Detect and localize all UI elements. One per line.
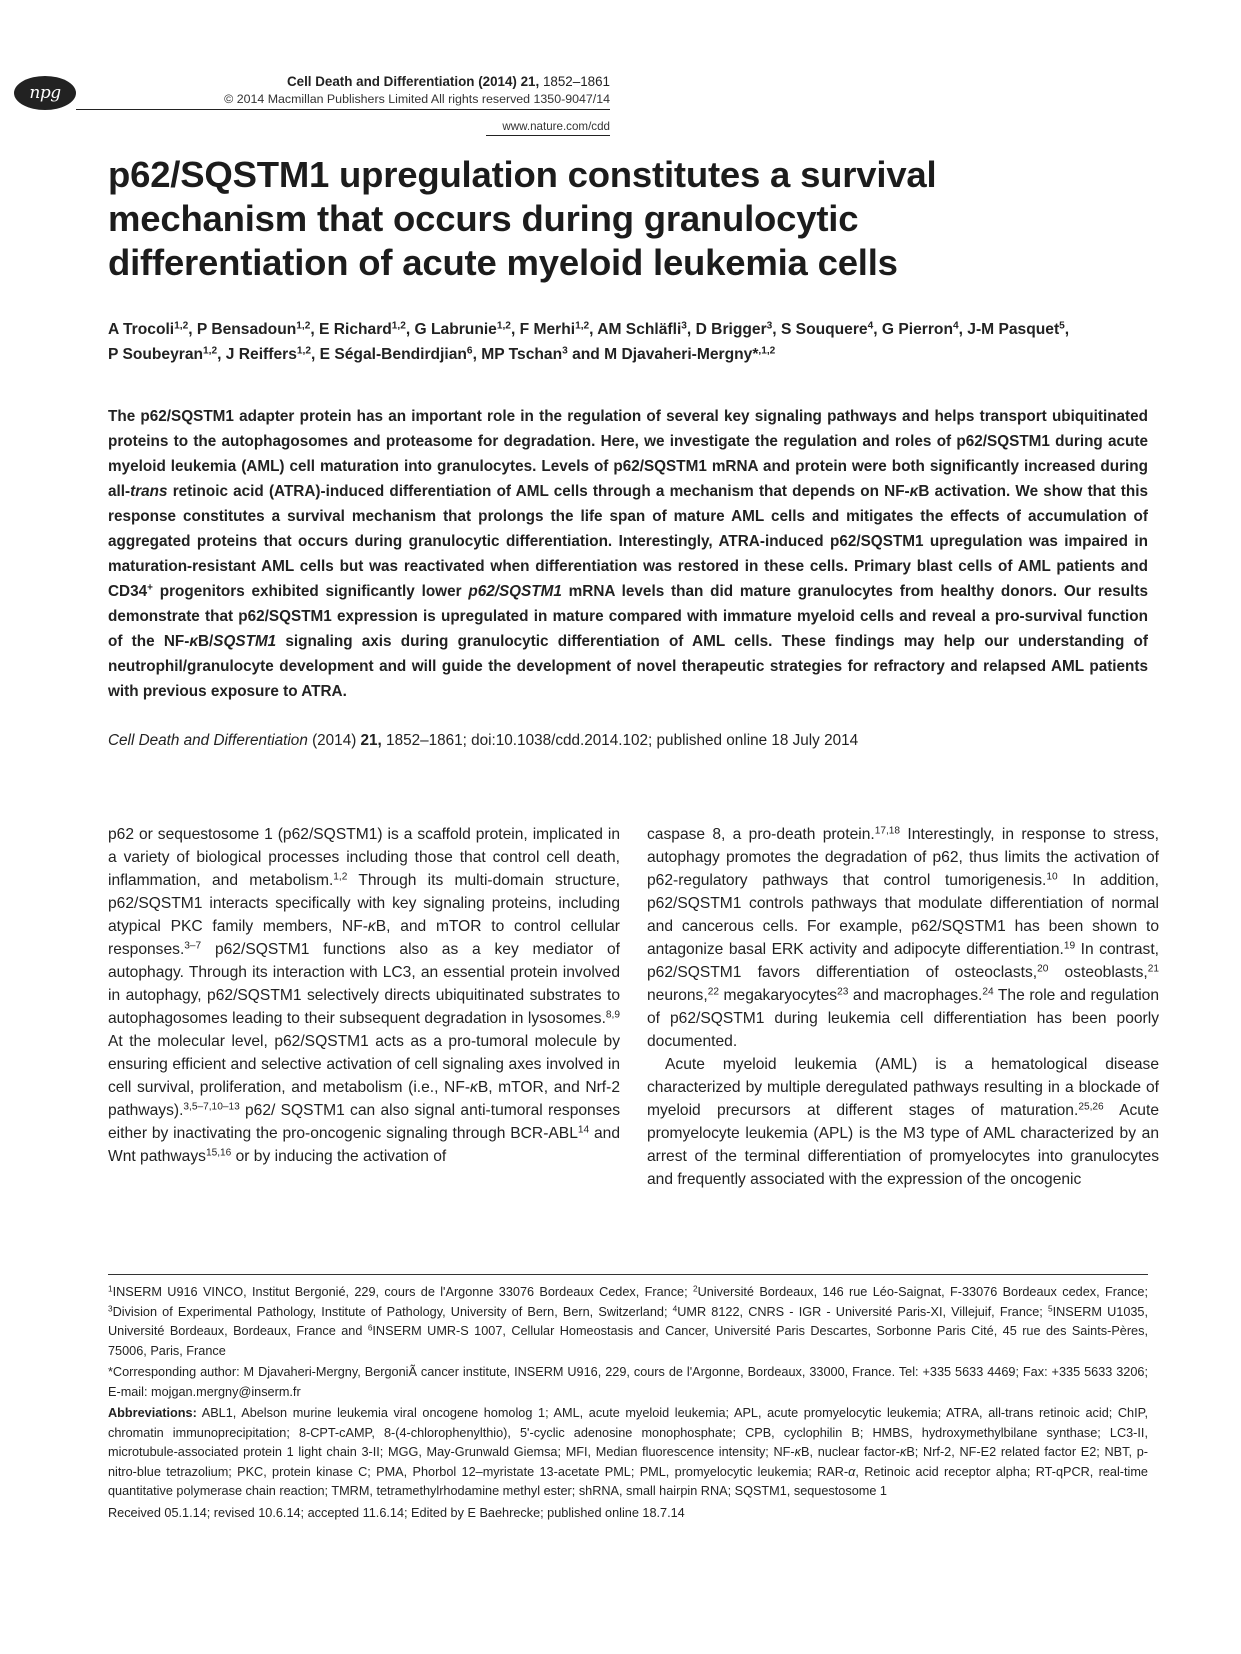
corresponding-author: *Corresponding author: M Djavaheri-Mergny, BergoniÃ cancer institute, INSERM U916, 229, cours de l'Argonne, Bordeaux, 33000, France. Tel: +335 5633 4469; Fax: +335 5633 3206; E-mail: mojgan.mergny@inserm.fr — [108, 1365, 1148, 1399]
abbreviations-label: Abbreviations: — [108, 1406, 197, 1420]
author-line: A Trocoli$^{1,2}$, P Bensadoun$^{1,2}$, E Richard$^{1,2}$, G Labrunie$^{1,2}$, F Merhi$^{1,2}$, AM Schläfli$^3$, D Brigger$^3$, S Souquere$^4$, G Pierron$^4$, J-M Pasquet$^5$, — [108, 320, 1070, 338]
title-line: mechanism that occurs during granulocytic — [108, 198, 859, 239]
body-paragraph: caspase 8, a pro-death protein.$^{17,18}$ Interestingly, in response to stress, autophagy promotes the degradation of p62, thus limits the activation of p62-regulatory pathways that control tumorigenesis.$^{10}$ In addition, p62/SQSTM1 controls pathways that modulate differentiation of normal and cancerous cells. For example, p62/SQSTM1 has been shown to antagonize basal ERK activity and adipocyte differentiation.$^{19}$ In contrast, p62/SQSTM1 favors differentiation of osteoclasts,$^{20}$ osteoblasts,$^{21}$ neurons,$^{22}$ megakaryocytes$^{23}$ and macrophages.$^{24}$ The role and regulation of p62/SQSTM1 during leukemia cell differentiation has been poorly documented. — [647, 825, 1160, 1050]
url-rule — [486, 135, 610, 136]
author-line: P Soubeyran$^{1,2}$, J Reiffers$^{1,2}$, E Ségal-Bendirdjian$^6$, MP Tschan$^3$ and M Djavaheri-Mergny*$^{,1,2}$ — [108, 345, 776, 363]
affiliations: $^1$INSERM U916 VINCO, Institut Bergonié, 229, cours de l'Argonne 33076 Bordeaux Cedex, France; $^2$Université Bordeaux, 146 rue Léo-Saignat, F-33076 Bordeaux cedex, France; $^3$Division of Experimental Pathology, Institute of Pathology, University of Bern, Bern, Switzerland; $^4$UMR 8122, CNRS - IGR - Université Paris-XI, Villejuif, France; $^5$INSERM U1035, Université Bordeaux, Bordeaux, France and $^6$INSERM UMR-S 1007, Cellular Homeostasis and Cancer, Université Paris Descartes, Sorbonne Paris Cité, 45 rue des Saints-Pères, 75006, Paris, France — [108, 1284, 1149, 1358]
footnotes — [108, 1283, 1148, 1525]
journal-url[interactable]: www.nature.com/cdd — [502, 120, 610, 133]
journal-year-volume: (2014) 21, — [478, 74, 540, 89]
title-line: differentiation of acute myeloid leukemia cells — [108, 242, 898, 283]
body-column-left — [108, 823, 620, 1168]
journal-pages: 1852–1861 — [542, 74, 610, 89]
journal-name: Cell Death and Differentiation — [286, 74, 475, 89]
citation-line: Cell Death and Differentiation (2014) 21, 1852–1861; doi:10.1038/cdd.2014.102; published online 18 July 2014 — [108, 732, 859, 749]
title-line: p62/SQSTM1 upregulation constitutes a survival — [108, 154, 937, 195]
abbreviations-text: ABL1, Abelson murine leukemia viral oncogene homolog 1; AML, acute myeloid leukemia; APL, acute promyelocytic leukemia; ATRA, all-trans retinoic acid; ChIP, chromatin immunoprecipitation; 8-CPT-cAMP, 8-(4-chlorophenylthio), 5'-cyclic adenosine monophosphate; CPB, cyclophilin B; HMBS, hydroxymethylbilane synthase; LC3-II, microtubule-associated protein 1 light chain 3-II; MGG, May-Grunwald Giemsa; MFI, Median fluorescence intensity; NF-κB, nuclear factor-κB; Nrf-2, NF-E2 related factor E2; NBT, p-nitro-blue tetrazolium; PKC, protein kinase C; PMA, Phorbol 12–myristate 13-acetate PML; PML, promyelocytic leukemia; RAR-α, Retinoic acid receptor alpha; RT-qPCR, real-time quantitative polymerase chain reaction; TMRM, tetramethylrhodamine methyl ester; shRNA, small hairpin RNA; SQSTM1, sequestosome 1 — [108, 1406, 1149, 1498]
footnote-rule — [108, 1274, 1148, 1275]
body-paragraph: Acute myeloid leukemia (AML) is a hematological disease characterized by multiple deregulated pathways resulting in a blockade of myeloid precursors at different stages of maturation.$^{25,26}$ Acute promyelocyte leukemia (APL) is the M3 type of AML characterized by an arrest of the terminal differentiation of promyelocytes into granulocytes and frequently associated with the expression of the oncogenic — [647, 1056, 1159, 1188]
journal-reference — [287, 74, 610, 89]
copyright-line: © 2014 Macmillan Publishers Limited All rights reserved 1350-9047/14 — [224, 92, 610, 106]
body-paragraph: p62 or sequestosome 1 (p62/SQSTM1) is a scaffold protein, implicated in a variety of biological processes including those that control cell death, inflammation, and metabolism.$^{1,2}$ Through its multi-domain structure, p62/SQSTM1 interacts specifically with key signaling proteins, including atypical PKC family members, NF-κB, and mTOR to control cellular responses.$^{3-7}$ p62/SQSTM1 functions also as a key mediator of autophagy. Through its interaction with LC3, an essential protein involved in autophagy, p62/SQSTM1 selectively directs ubiquitinated substrates to autophagosomes leading to their subsequent degradation in lysosomes.$^{8,9}$ At the molecular level, p62/SQSTM1 acts as a pro-tumoral molecule by ensuring efficient and selective activation of cell signaling axes involved in cell survival, proliferation, and metabolism (i.e., NF-κB, mTOR, and Nrf-2 pathways).$^{3,5-7,10-13}$ p62/ SQSTM1 can also signal anti-tumoral responses either by inactivating the pro-oncogenic signaling through BCR-ABL$^{14}$ and Wnt pathways$^{15,16}$ or by inducing the activation of — [108, 826, 620, 1165]
received-dates: Received 05.1.14; revised 10.6.14; accepted 11.6.14; Edited by E Baehrecke; published online 18.7.14 — [108, 1505, 685, 1520]
abbreviations — [108, 1404, 1148, 1502]
author-list — [108, 317, 1148, 367]
abstract: The p62/SQSTM1 adapter protein has an important role in the regulation of several key signaling pathways and helps transport ubiquitinated proteins to the autophagosomes and proteasome for degradation. Here, we investigate the regulation and roles of p62/SQSTM1 during acute myeloid leukemia (AML) cell maturation into granulocytes. Levels of p62/SQSTM1 mRNA and protein were both significantly increased during all-trans retinoic acid (ATRA)-induced differentiation of AML cells through a mechanism that depends on NF-κB activation. We show that this response constitutes a survival mechanism that prolongs the life span of mature AML cells and mitigates the effects of accumulation of aggregated proteins that occurs during granulocytic differentiation. Interestingly, ATRA-induced p62/SQSTM1 upregulation was impaired in maturation-resistant AML cells but was reactivated when differentiation was restored in these cells. Primary blast cells of AML patients and CD34+ progenitors exhibited significantly lower p62/SQSTM1 mRNA levels than did mature granulocytes from healthy donors. Our results demonstrate that p62/SQSTM1 expression is upregulated in mature compared with immature myeloid cells and reveal a pro-survival function of the NF-κB/SQSTM1 signaling axis during granulocytic differentiation of AML cells. These findings may help our understanding of neutrophil/granulocyte development and will guide the development of novel therapeutic strategies for refractory and relapsed AML patients with previous exposure to ATRA. — [108, 408, 1148, 700]
npg-logo: npg — [14, 76, 76, 110]
header-rule — [76, 109, 610, 110]
body-column-right — [647, 823, 1159, 1191]
article-title — [108, 153, 1108, 285]
